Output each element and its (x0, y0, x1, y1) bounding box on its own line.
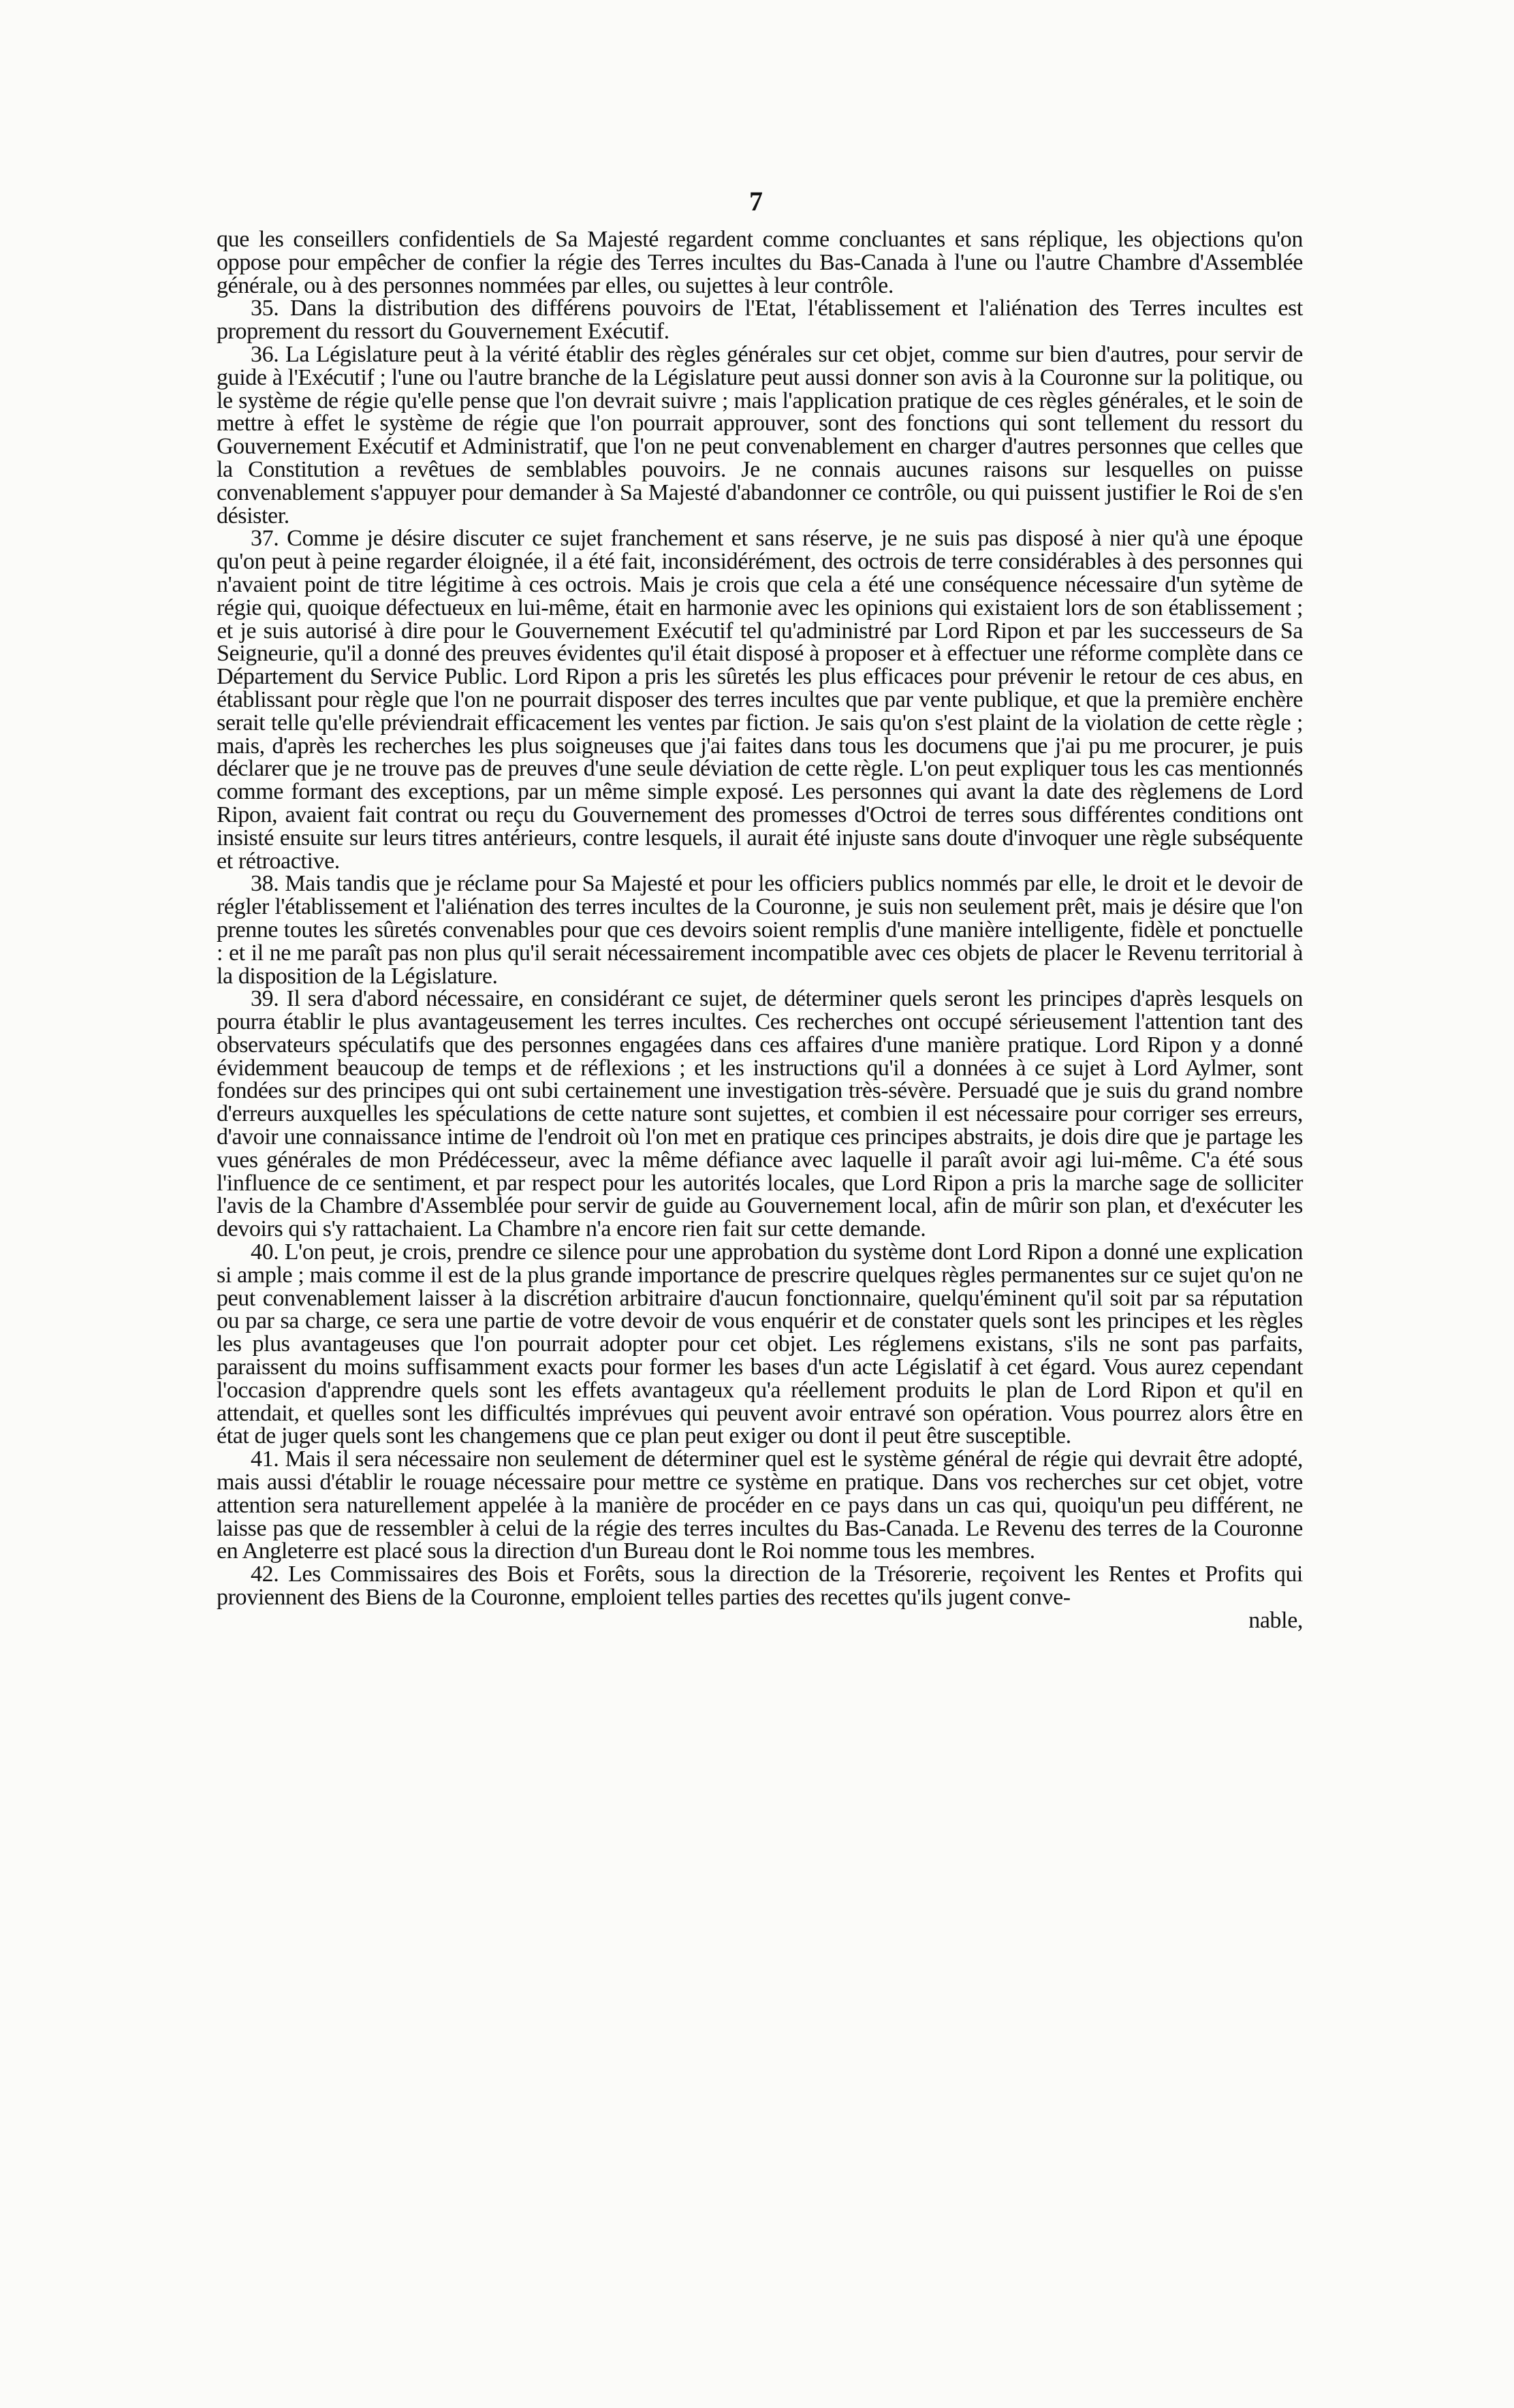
paragraph-text: L'on peut, je crois, prendre ce silence pour une approbation du système dont Lord Ripon a donné une explication si ample ; mais comme il est de la plus grande importance de prescrire quelques règles permanentes sur ce sujet qu'on ne peut convenablement laisser à la discrétion arbitraire d'aucun fonctionnaire, quelqu'éminent qu'il soit par sa réputation ou par sa charge, ce sera une partie de votre devoir de vous enquérir et de constater quels sont les principes et les règles les plus avantageuses que l'on pourrait adopter pour cet objet. Les réglemens existans, s'ils ne sont pas parfaits, paraissent du moins suffisamment exacts pour former les bases d'un acte Législatif à cet égard. Vous aurez cependant l'occasion d'apprendre quels sont les effets avantageux qu'a réellement produits le plan de Lord Ripon et qu'il en attendait, et quelles sont les difficultés imprévues qui peuvent avoir entravé son opération. Vous pourrez alors être en état de juger quels sont les changemens que ce plan peut exiger ou dont il peut être susceptible. (217, 1239, 1303, 1449)
page-number: 7 (749, 186, 763, 217)
paragraph-text: Comme je désire discuter ce sujet franchement et sans réserve, je ne suis pas disposé à nier qu'à une époque qu'on peut à peine regarder éloignée, il a été fait, inconsidérément, des octrois de terre considérables à des personnes qui n'avaient point de titre légitime à ces octrois. Mais je crois que cela a été une conséquence nécessaire d'un sytème de régie qui, quoique défectueux en lui-même, était en harmonie avec les opinions qui existaient lors de son établissement ; et je suis autorisé à dire pour le Gouvernement Exécutif tel qu'administré par Lord Ripon et par les successeurs de Sa Seigneurie, qu'il a donné des preuves évidentes qu'il était disposé à proposer et à effectuer une réforme complète dans ce Département du Service Public. Lord Ripon a pris les sûretés les plus efficaces pour prévenir le retour de ces abus, en établissant pour règle que l'on ne pourrait disposer des terres incultes que par vente publique, et que la première enchère serait telle qu'elle préviendrait efficacement les ventes par fiction. Je sais qu'on s'est plaint de la violation de cette règle ; mais, d'après les recherches les plus soigneuses que j'ai faites dans tous les documens que j'ai pu me procurer, je puis déclarer que je ne trouve pas de preuves d'une seule déviation de cette règle. L'on peut expliquer tous les cas mentionnés comme formant des exceptions, par un même simple exposé. Les personnes qui avant la date des règlemens de Lord Ripon, avaient fait contrat ou reçu du Gouvernement des promesses d'Octroi de terres sous différentes conditions ont insisté ensuite sur leurs titres antérieurs, contre lesquels, il aurait été injuste sans doute d'invoquer une règle subséquente et rétroactive. (217, 526, 1303, 874)
paragraph-35 (217, 297, 1303, 343)
paragraph-36 (217, 343, 1303, 527)
paragraph-number: 38. (251, 871, 279, 897)
paragraph-40 (217, 1241, 1303, 1448)
paragraph-text: La Législature peut à la vérité établir des règles générales sur cet objet, comme sur bien d'autres, pour servir de guide à l'Exécutif ; l'une ou l'autre branche de la Législature peut aussi donner son avis à la Couronne sur la politique, ou le système de régie qu'elle pense que l'on devrait suivre ; mais l'application pratique de ces règles générales, et le soin de mettre à effet le système de régie que l'on pourrait approuver, sont des fonctions qui sont tellement du ressort du Gouvernement Exécutif et Administratif, que l'on ne peut convenablement en charger d'autres personnes que celles que la Constitution a revêtues de semblables pouvoirs. Je ne connais aucunes raisons sur lesquelles on puisse convenablement s'appuyer pour demander à Sa Majesté d'abandonner ce contrôle, ou qui puissent justifier le Roi de s'en désister. (217, 341, 1303, 528)
paragraph-number: 42. (251, 1562, 279, 1587)
paragraph-text: Dans la distribution des différens pouvoirs de l'Etat, l'établissement et l'aliénation des Terres incultes est proprement du ressort du Gouvernement Exécutif. (217, 296, 1303, 345)
paragraph-text: Mais tandis que je réclame pour Sa Majesté et pour les officiers publics nommés par elle, le droit et le devoir de régler l'établissement et l'aliénation des terres incultes de la Couronne, je suis non seulement prêt, mais je désire que l'on prenne toutes les sûretés convenables pour que ces devoirs soient remplis d'une manière intelligente, fidèle et ponctuelle : et il ne me paraît pas non plus qu'il serait nécessairement incompatible avec ces objets de placer le Revenu territorial à la disposition de la Législature. (217, 871, 1303, 989)
paragraph-number: 40. (251, 1239, 279, 1265)
paragraph-39 (217, 987, 1303, 1241)
paragraph-text: que les conseillers confidentiels de Sa Majesté regardent comme concluantes et sans réplique, les objections qu'on oppose pour empêcher de confier la régie des Terres incultes du Bas-Canada à l'une ou l'autre Chambre d'Assemblée générale, ou à des personnes nommées par elles, ou sujettes à leur contrôle. (217, 227, 1303, 298)
paragraph-number: 37. (251, 526, 279, 552)
paragraph-text: Il sera d'abord nécessaire, en considérant ce sujet, de déterminer quels seront les principes d'après lesquels on pourra établir le plus avantageusement les terres incultes. Ces recherches ont occupé sérieusement l'attention tant des observateurs spéculatifs que des personnes engagées dans ces affaires d'une manière pratique. Lord Ripon y a donné évidemment beaucoup de temps et de réflexions ; et les instructions qu'il a données à ce sujet à Lord Aylmer, sont fondées sur des principes qui ont subi certainement une investigation très-sévère. Persuadé que je suis du grand nombre d'erreurs auxquelles les spéculations de cette nature sont sujettes, et combien il est nécessaire pour corriger ses erreurs, d'avoir une connaissance intime de l'endroit où l'on met en pratique ces principes abstraits, je dois dire que je partage les vues générales de mon Prédécesseur, avec la même défiance avec laquelle il paraît avoir agi lui-même. C'a été sous l'influence de ce sentiment, et par respect pour les autorités locales, que Lord Ripon a pris la marche sage de solliciter l'avis de la Chambre d'Assemblée pour servir de guide au Gouvernement local, afin de mûrir son plan, et d'exécuter les devoirs qui s'y rattachaient. La Chambre n'a encore rien fait sur cette demande. (217, 986, 1303, 1242)
paragraph-38 (217, 872, 1303, 987)
paragraph-number: 36. (251, 341, 279, 367)
paragraph-41 (217, 1448, 1303, 1563)
paragraph-text: Mais il sera nécessaire non seulement de déterminer quel est le système général de régie qui devrait être adopté, mais aussi d'établir le rouage nécessaire pour mettre ce système en pratique. Dans vos recherches sur cet objet, votre attention sera naturellement appelée à la manière de procéder en ce pays dans un cas qui, quoiqu'un peu différent, ne laisse pas que de ressembler à celui de la régie des terres incultes du Bas-Canada. Le Revenu des terres de la Couronne en Angleterre est placé sous la direction d'un Bureau dont le Roi nomme tous les membres. (217, 1446, 1303, 1564)
paragraph-number: 39. (251, 986, 279, 1012)
paragraph-37 (217, 527, 1303, 872)
paragraph-42 (217, 1563, 1303, 1609)
paragraph-continuation (217, 228, 1303, 297)
paragraph-number: 35. (251, 296, 279, 321)
catchword: nable, (1248, 1607, 1303, 1633)
body-text (217, 228, 1303, 1632)
paragraph-number: 41. (251, 1446, 279, 1472)
paragraph-text: Les Commissaires des Bois et Forêts, sous la direction de la Trésorerie, reçoivent les Rentes et Profits qui proviennent des Biens de la Couronne, emploient telles parties des recettes qu'ils jugent conve- (217, 1562, 1303, 1611)
